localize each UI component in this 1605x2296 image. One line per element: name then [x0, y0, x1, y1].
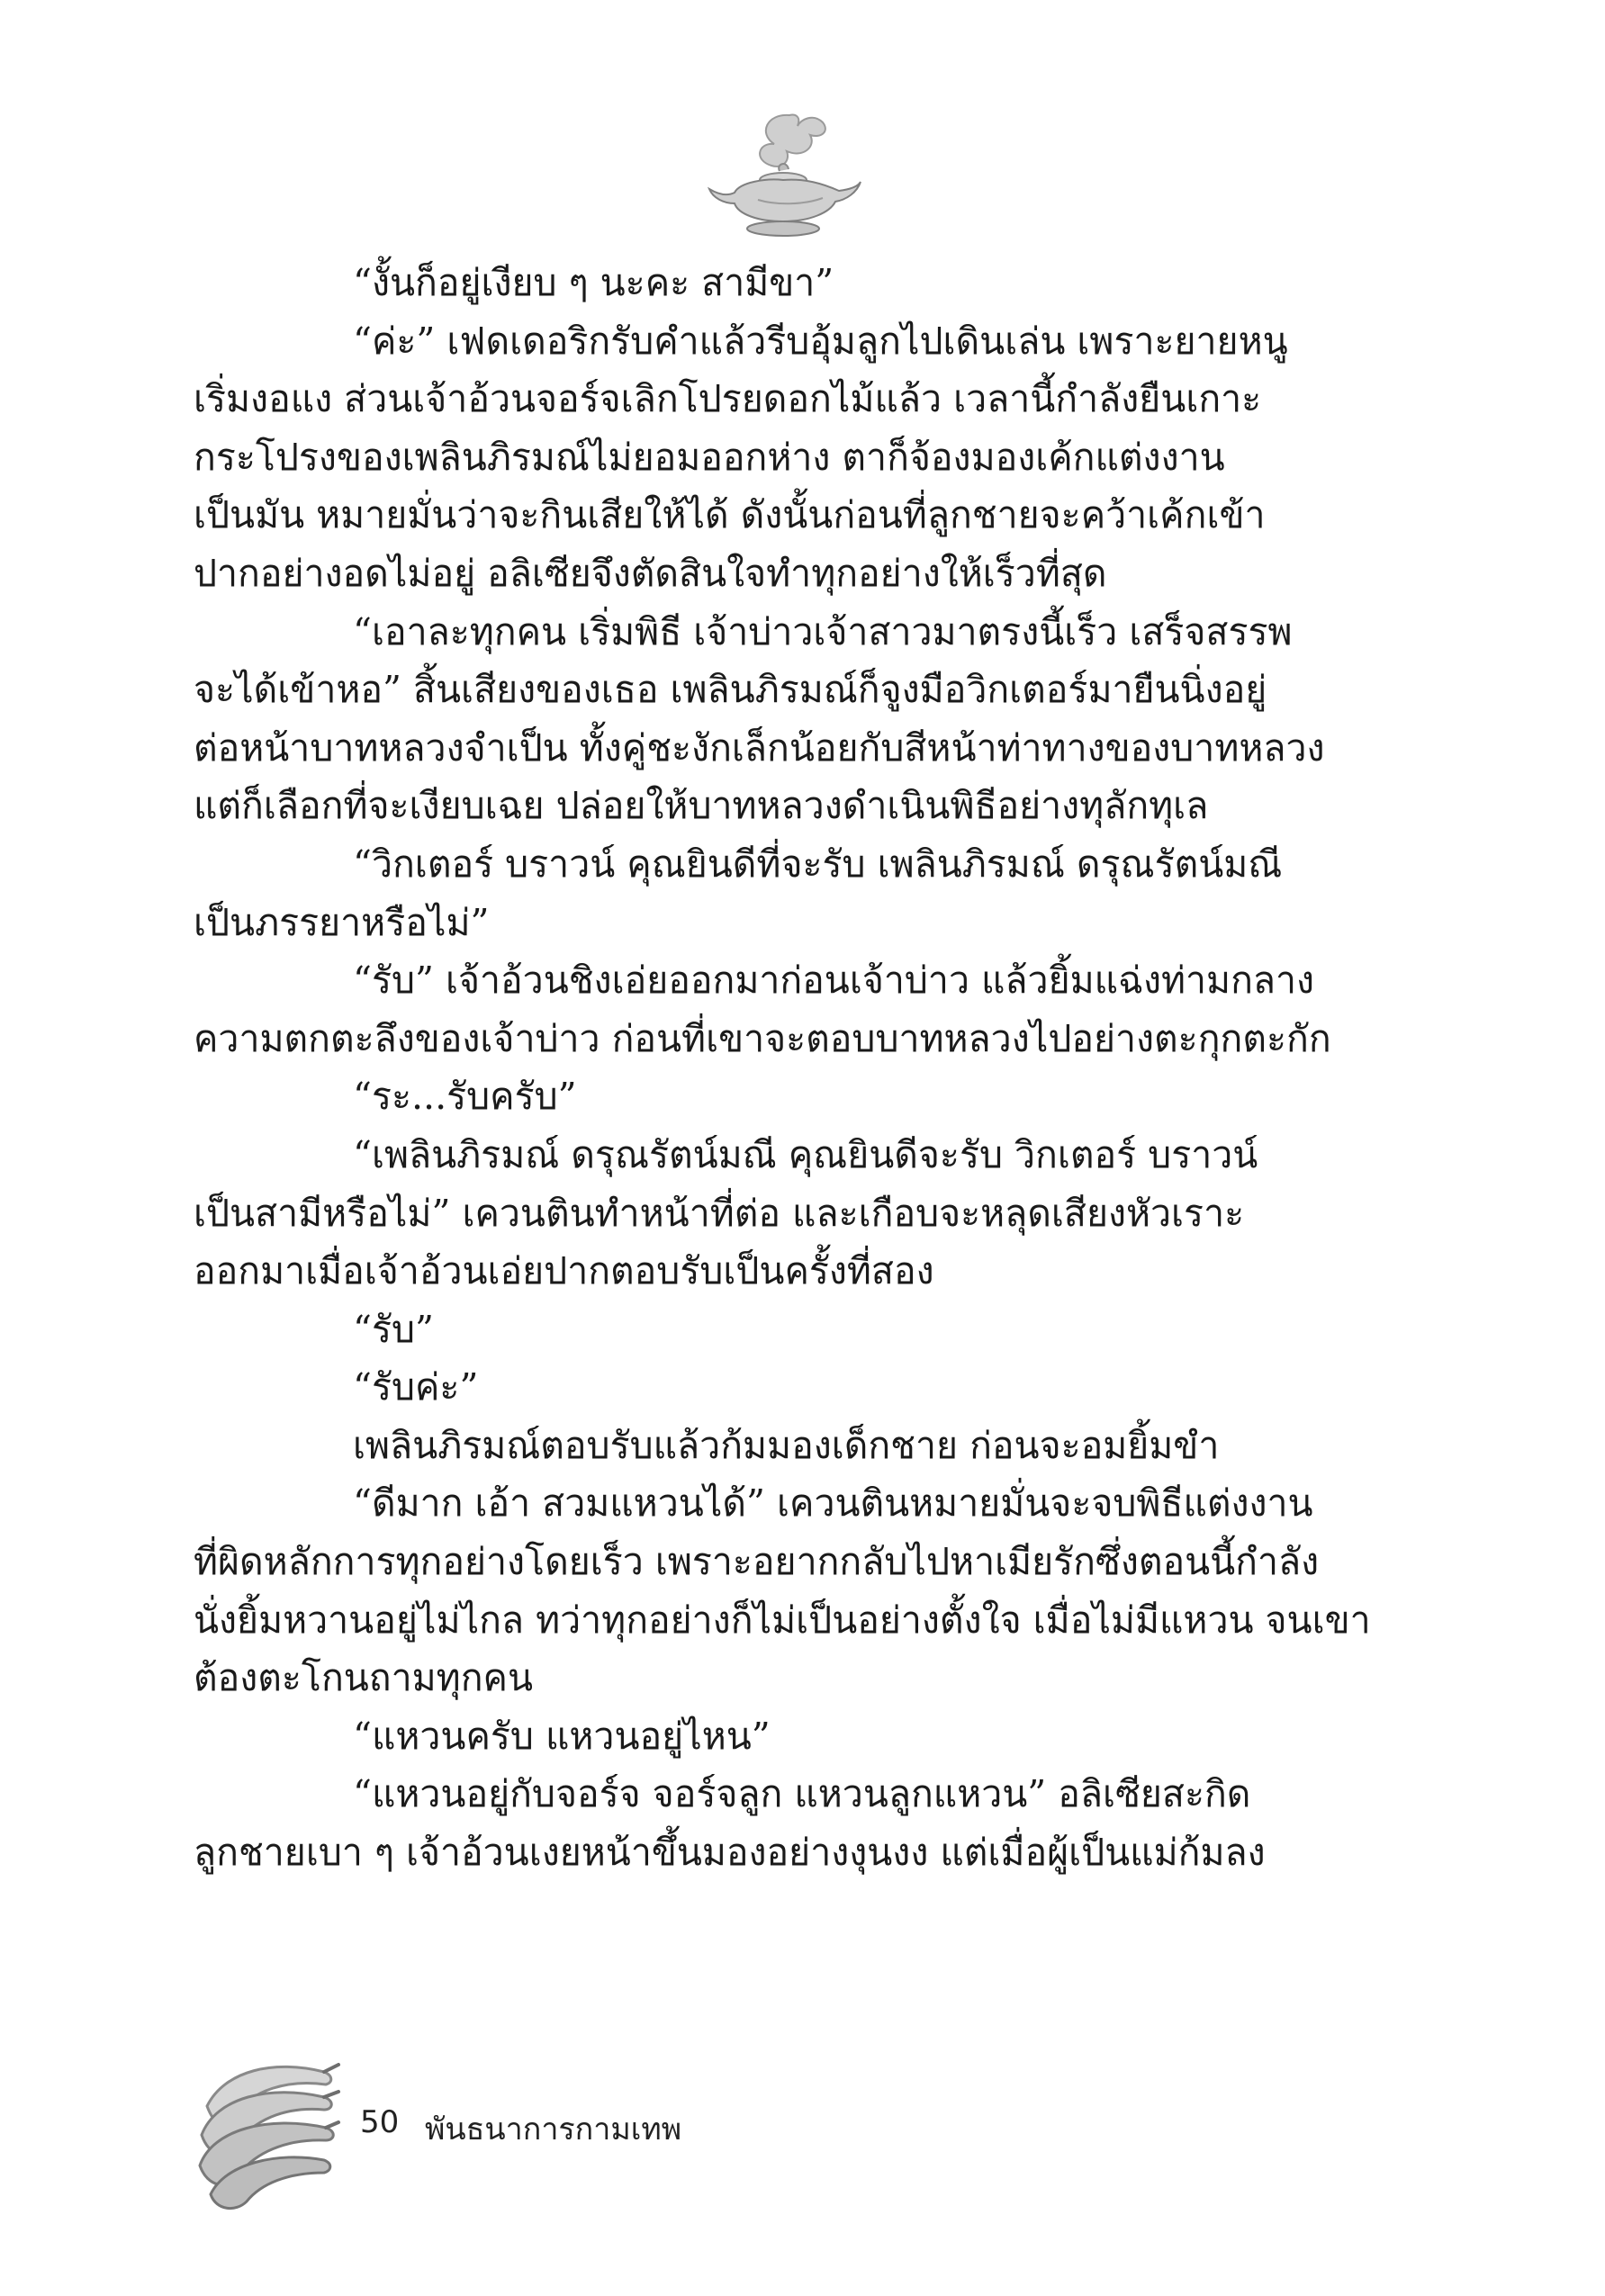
text-line: ต่อหน้าบาทหลวงจำเป็น ทั้งคู่ชะงักเล็กน้อยกับสีหน้าท่าทางของบาทหลวง	[194, 725, 1325, 770]
text-line: “รับค่ะ”	[353, 1365, 479, 1409]
text-line: “วิกเตอร์ บราวน์ คุณยินดีที่จะรับ เพลินภิรมณ์ ดรุณรัตน์มณี	[353, 842, 1283, 886]
text-line: “แหวนอยู่กับจอร์จ จอร์จลูก แหวนลูกแหวน” อลิเซียสะกิด	[353, 1772, 1251, 1816]
text-line: “ดีมาก เอ้า สวมแหวนได้” เควนตินหมายมั่นจะจบพิธีแต่งงาน	[353, 1481, 1313, 1526]
text-line: “เอาละทุกคน เริ่มพิธี เจ้าบ่าวเจ้าสาวมาตรงนี้เร็ว เสร็จสรรพ	[353, 609, 1293, 653]
text-line: กระโปรงของเพลินภิรมณ์ไม่ยอมออกห่าง ตาก็จ้องมองเค้กแต่งงาน	[194, 435, 1225, 479]
text-line: ความตกตะลึงของเจ้าบ่าว ก่อนที่เขาจะตอบบาทหลวงไปอย่างตะกุกตะกัก	[194, 1016, 1331, 1060]
text-line: “แหวนครับ แหวนอยู่ไหน”	[353, 1714, 771, 1758]
page-footer	[189, 2052, 819, 2223]
magic-lamp-icon	[704, 106, 862, 241]
text-line: เป็นภรรยาหรือไม่”	[194, 900, 490, 944]
text-line: เป็นมัน หมายมั่นว่าจะกินเสียให้ได้ ดังนั้นก่อนที่ลูกชายจะคว้าเค้กเข้า	[194, 493, 1266, 537]
text-line: ออกมาเมื่อเจ้าอ้วนเอ่ยปากตอบรับเป็นครั้งที่สอง	[194, 1249, 934, 1293]
text-line: “รับ”	[353, 1307, 434, 1351]
page-number: 50	[360, 2104, 400, 2140]
text-line: “รับ” เจ้าอ้วนชิงเอ่ยออกมาก่อนเจ้าบ่าว แล้วยิ้มแฉ่งท่ามกลาง	[353, 959, 1315, 1003]
text-line: “งั้นก็อยู่เงียบ ๆ นะคะ สามีขา”	[353, 261, 834, 304]
body-text	[194, 254, 1422, 1882]
text-line: เริ่มงอแง ส่วนเจ้าอ้วนจอร์จเลิกโปรยดอกไม้แล้ว เวลานี้กำลังยืนเกาะ	[194, 377, 1262, 421]
text-line: เพลินภิรมณ์ตอบรับแล้วก้มมองเด็กชาย ก่อนจะอมยิ้มขำ	[353, 1423, 1220, 1467]
text-line: ต้องตะโกนถามทุกคน	[194, 1656, 533, 1700]
banana-bunch-icon	[189, 2052, 342, 2214]
book-title: พันธนาการกามเทพ	[425, 2111, 682, 2147]
text-line: แต่ก็เลือกที่จะเงียบเฉย ปล่อยให้บาทหลวงดำเนินพิธีอย่างทุลักทุเล	[194, 784, 1209, 828]
text-line: จะได้เข้าหอ” สิ้นเสียงของเธอ เพลินภิรมณ์ก็จูงมือวิกเตอร์มายืนนิ่งอยู่	[194, 668, 1267, 712]
text-line: ลูกชายเบา ๆ เจ้าอ้วนเงยหน้าขึ้นมองอย่างงุนงง แต่เมื่อผู้เป็นแม่ก้มลง	[194, 1831, 1266, 1875]
text-line: “ค่ะ” เฟดเดอริกรับคำแล้วรีบอุ้มลูกไปเดินเล่น เพราะยายหนู	[353, 319, 1288, 363]
text-line: ที่ผิดหลักการทุกอย่างโดยเร็ว เพราะอยากกลับไปหาเมียรักซึ่งตอนนี้กำลัง	[194, 1540, 1320, 1584]
text-line: “เพลินภิรมณ์ ดรุณรัตน์มณี คุณยินดีจะรับ วิกเตอร์ บราวน์	[353, 1132, 1258, 1176]
text-line: ปากอย่างอดไม่อยู่ อลิเซียจึงตัดสินใจทำทุกอย่างให้เร็วที่สุด	[194, 551, 1107, 595]
text-line: “ระ...รับครับ”	[353, 1075, 577, 1119]
text-line: นั่งยิ้มหวานอยู่ไม่ไกล ทว่าทุกอย่างก็ไม่เป็นอย่างตั้งใจ เมื่อไม่มีแหวน จนเขา	[194, 1598, 1371, 1642]
text-line: เป็นสามีหรือไม่” เควนตินทำหน้าที่ต่อ และเกือบจะหลุดเสียงหัวเราะ	[194, 1191, 1245, 1235]
